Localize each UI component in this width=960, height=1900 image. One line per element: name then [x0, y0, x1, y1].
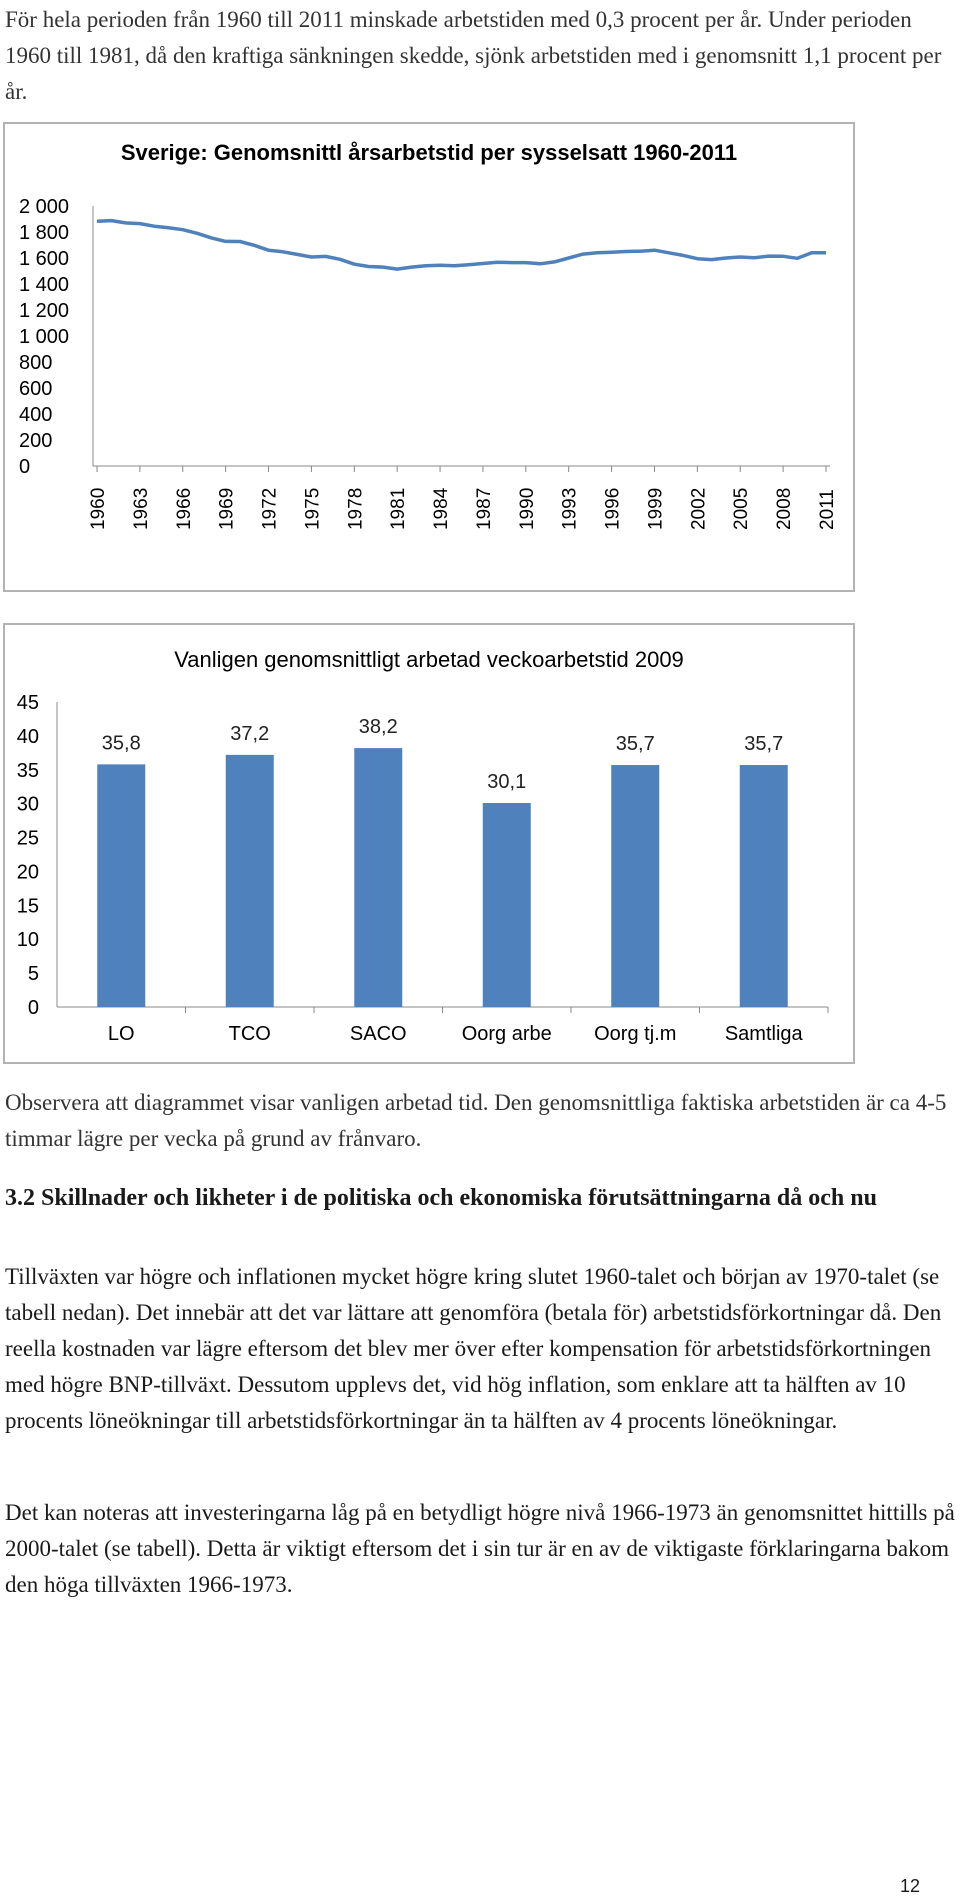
y-tick-label: 1 400: [19, 274, 70, 296]
body-paragraph-2: Det kan noteras att investeringarna låg på en betydligt högre nivå 1966-1973 än genomsnittet hittills på 2000-talet (se tabell). Detta är viktigt eftersom det i sin tur är en av de viktigaste förklaringarna bakom den höga tillväxten 1966-1973.: [5, 1500, 955, 1597]
page-number: 12: [900, 1876, 921, 1896]
x-tick-label: 1963: [130, 487, 152, 530]
x-tick-label: 1981: [388, 487, 410, 530]
y-tick-label: 35: [16, 759, 39, 782]
x-tick-label: 1993: [559, 487, 581, 530]
y-tick-label: 800: [19, 352, 53, 374]
section-heading: 3.2 Skillnader och likheter i de politiska och ekonomiska förutsättningarna då och nu: [5, 1185, 877, 1211]
x-tick-label: 1960: [88, 487, 109, 530]
bar-value-label: 35,8: [101, 732, 141, 755]
x-tick-label: 1975: [302, 487, 324, 530]
weekly-hours-bar-chart: [5, 625, 853, 1062]
category-label: LO: [107, 1023, 135, 1045]
y-tick-label: 20: [16, 861, 39, 884]
series-line: [97, 221, 826, 270]
x-tick-label: 2011: [817, 489, 838, 530]
x-tick-label: 1966: [173, 487, 195, 530]
y-tick-label: 45: [16, 692, 39, 714]
annual-hours-chart: [3, 122, 855, 592]
bar: [483, 803, 531, 1007]
bar: [226, 755, 274, 1007]
x-tick-label: 1996: [602, 487, 624, 530]
x-tick-label: 1990: [516, 487, 538, 530]
y-tick-label: 200: [19, 430, 53, 452]
y-tick-label: 0: [27, 997, 39, 1019]
bar-value-label: 38,2: [358, 716, 398, 739]
x-tick-label: 1987: [473, 487, 495, 530]
category-label: Oorg tj.m: [594, 1023, 677, 1045]
y-tick-label: 400: [19, 404, 53, 426]
y-tick-label: 25: [16, 827, 39, 850]
bar: [97, 764, 145, 1007]
y-tick-label: 1 800: [19, 222, 70, 244]
body-paragraph-1: Tillväxten var högre och inflationen mycket högre kring slutet 1960-talet och början av 1970-talet (se tabell nedan). Det innebär att det var lättare att genomföra (betala för) arbetstidsförkortningar då. Den reella kostnaden var lägre eftersom det blev mer över efter kompensation för arbetstidsförkortningen med högre BNP-tillväxt. Dessutom upplevs det, vid hög inflation, som enklare att ta hälften av 10 procents löneökningar till arbetstidsförkortningar än ta hälften av 4 procents löneökningar.: [5, 1264, 942, 1433]
bar: [611, 765, 659, 1007]
x-tick-label: 1978: [345, 487, 367, 530]
category-label: Samtliga: [724, 1023, 803, 1045]
y-tick-label: 1 600: [19, 248, 70, 270]
x-tick-label: 1969: [216, 487, 238, 530]
chart-title: Vanligen genomsnittligt arbetad veckoarbetstid 2009: [174, 647, 684, 672]
bar-value-label: 30,1: [487, 770, 527, 793]
x-tick-label: 2002: [688, 487, 710, 530]
y-tick-label: 40: [16, 725, 39, 748]
y-tick-label: 30: [16, 793, 39, 816]
y-tick-label: 1 200: [19, 300, 70, 322]
x-tick-label: 1984: [431, 487, 453, 530]
y-tick-label: 5: [27, 963, 39, 986]
chart-note: Observera att diagrammet visar vanligen arbetad tid. Den genomsnittliga faktiska arbetstiden är ca 4-5 timmar lägre per vecka på grund av frånvaro.: [5, 1090, 947, 1151]
bar-value-label: 35,7: [615, 733, 655, 756]
category-label: Oorg arbe: [461, 1023, 552, 1045]
y-tick-label: 1 000: [19, 326, 70, 348]
chart-title: Sverige: Genomsnittl årsarbetstid per sysselsatt 1960-2011: [120, 140, 738, 165]
weekly-hours-chart: [3, 623, 855, 1064]
y-tick-label: 15: [16, 895, 39, 918]
y-tick-label: 10: [16, 929, 39, 952]
category-label: SACO: [349, 1023, 407, 1045]
y-tick-label: 600: [19, 378, 53, 400]
x-tick-label: 1999: [645, 487, 667, 530]
annual-hours-line-chart: [5, 124, 853, 590]
y-tick-label: 0: [19, 456, 31, 478]
x-tick-label: 2008: [774, 487, 796, 530]
bar: [354, 748, 402, 1007]
x-tick-label: 2005: [731, 487, 753, 530]
bar-value-label: 35,7: [744, 733, 784, 756]
x-tick-label: 1972: [259, 487, 281, 530]
intro-paragraph: För hela perioden från 1960 till 2011 minskade arbetstiden med 0,3 procent per år. Under perioden 1960 till 1981, då den kraftiga sänkningen skedde, sjönk arbetstiden med i genomsnitt 1,1 procent per år.: [5, 7, 942, 104]
bar-value-label: 37,2: [230, 722, 270, 745]
bar: [740, 765, 788, 1007]
y-tick-label: 2 000: [19, 196, 70, 218]
category-label: TCO: [228, 1023, 271, 1045]
